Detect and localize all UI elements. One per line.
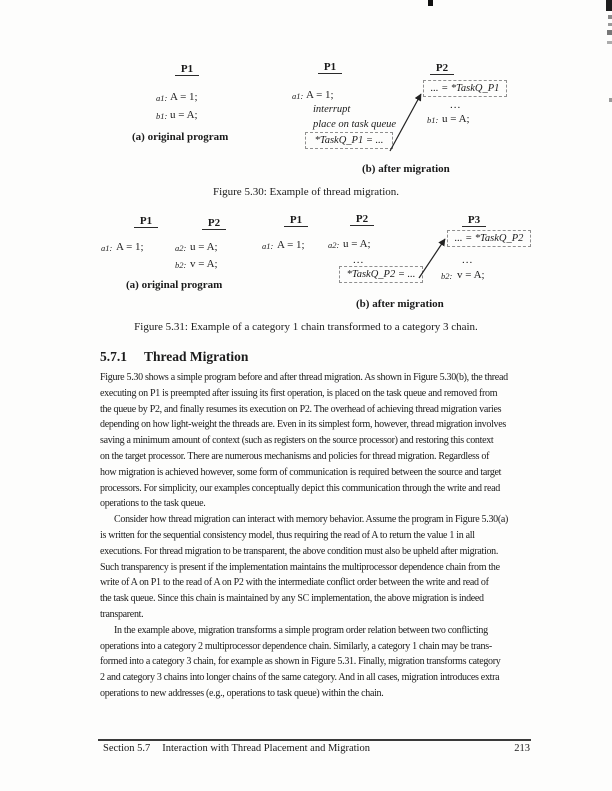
body-line: Figure 5.30 shows a simple program before and after thread migration. As shown in Figure 5.30(b), the thread <box>100 372 508 383</box>
body-line: write of A on P1 to the read of A on P2 with the intermediate conflict order between the write and read of <box>100 577 489 589</box>
scan-artifact-edge <box>608 23 612 26</box>
body-line: how migration is achieved however, some form of communication is required between the source and target <box>100 466 502 478</box>
fig530b-p2-header: P2 <box>430 62 454 75</box>
fig530b-a1-label: a1: <box>292 91 304 101</box>
body-line: In the example above, migration transforms a simple program order relation between two conflicting <box>114 624 488 636</box>
fig530b-a1-code: A = 1; <box>306 89 334 101</box>
body-line: saving a minimum amount of context (such as registers on the source processor) and restoring this context <box>100 435 494 447</box>
fig531b-taskq-read-box: ... = *TaskQ_P2 <box>447 230 531 247</box>
scan-artifact-edge <box>607 30 612 35</box>
fig531a-a2-code: u = A; <box>190 241 218 253</box>
figure-5-30-caption: Figure 5.30: Example of thread migration. <box>212 186 400 198</box>
scan-artifact-top <box>428 0 433 6</box>
body-line: executing on P1 is preempted after issuing its first operation, is placed on the task queue and removed from <box>100 387 498 399</box>
fig531b-b2-label: b2: <box>441 271 453 281</box>
fig531b-a2-label: a2: <box>328 240 340 250</box>
section-number: 5.7.1 <box>100 349 127 364</box>
fig531b-a1-code: A = 1; <box>277 239 305 251</box>
section-title: Thread Migration <box>144 349 249 364</box>
fig531b-caption: (b) after migration <box>356 298 444 310</box>
section-heading <box>100 349 248 365</box>
fig530b-taskq-read-box: ... = *TaskQ_P1 <box>423 80 507 97</box>
fig531b-a2-code: u = A; <box>343 238 371 250</box>
fig530b-ellipsis: ... <box>450 99 462 111</box>
body-line: depending on how light-weight the threads are. Even in its simplest form, however, thread migration involves <box>100 419 506 431</box>
body-line: processors. For simplicity, our examples conceptually depict this communication through the write and read <box>100 482 500 494</box>
fig530a-a1-label: a1: <box>156 93 168 103</box>
fig530a-b1-label: b1: <box>156 111 168 121</box>
fig531b-p3-ellipsis: ... <box>462 254 474 266</box>
body-line: operations into a category 2 multiprocessor dependence chain. Similarly, a category 1 chain may be trans- <box>100 640 492 652</box>
fig531a-a1-label: a1: <box>101 243 113 253</box>
migration-arrow <box>414 230 454 284</box>
body-line: the task queue. Since this chain is maintained by any SC implementation, the above migration is indeed <box>100 593 484 605</box>
scan-artifact-edge <box>606 0 612 11</box>
body-line: on the target processor. There are numerous mechanisms and policies for thread migration. Regardless of <box>100 450 490 462</box>
body-line: 2 and category 3 chains into longer chains of the same category. And in all cases, migration introduces extra <box>100 672 500 684</box>
fig530a-caption: (a) original program <box>132 131 229 143</box>
fig530b-b1-code: u = A; <box>442 113 470 125</box>
fig530b-b1-label: b1: <box>427 115 439 125</box>
body-line: operations to the task queue. <box>100 498 206 510</box>
body-line: executions. For thread migration to be transparent, the above condition must also be upheld after migration. <box>100 545 499 557</box>
fig531a-b2-label: b2: <box>175 260 187 270</box>
scan-artifact-edge <box>607 41 612 44</box>
fig531a-a1-code: A = 1; <box>116 241 144 253</box>
fig530b-taskq-write-box: *TaskQ_P1 = ... <box>305 132 393 149</box>
body-line: transparent. <box>100 608 144 620</box>
fig531b-b2-code: v = A; <box>457 269 485 281</box>
migration-arrow <box>384 84 428 158</box>
fig530b-p1-header: P1 <box>318 61 342 74</box>
fig530a-b1-code: u = A; <box>170 109 198 121</box>
body-line: the queue by P2, and finally resumes its execution on P2. The overhead of achieving thread migration varies <box>100 403 502 415</box>
footer-section <box>103 743 370 754</box>
body-line: Consider how thread migration can interact with memory behavior. Assume the program in Figure 5.30(a) <box>114 514 509 526</box>
footer-rule <box>98 739 531 741</box>
fig531b-p3-header: P3 <box>462 214 486 227</box>
fig530b-interrupt-note: interrupt <box>313 104 351 115</box>
fig531a-b2-code: v = A; <box>190 258 218 270</box>
fig531a-caption: (a) original program <box>126 279 223 291</box>
body-text <box>100 370 524 702</box>
figure-5-31-caption: Figure 5.31: Example of a category 1 chain transformed to a category 3 chain. <box>134 321 478 333</box>
body-line: formed into a category 3 chain, for example as shown in Figure 5.31. Finally, migration transforms category <box>100 656 501 668</box>
fig530a-a1-code: A = 1; <box>170 91 198 103</box>
body-line: is written for the sequential consistency model, thus requiring the read of A to return the value 1 in all <box>100 529 475 541</box>
fig531a-a2-label: a2: <box>175 243 187 253</box>
fig530b-caption: (b) after migration <box>362 163 450 175</box>
fig531b-p1-header: P1 <box>284 214 308 227</box>
scan-artifact-edge <box>608 15 612 19</box>
fig531b-a1-label: a1: <box>262 241 274 251</box>
footer-section-label: Section 5.7 <box>103 743 151 754</box>
footer-section-title: Interaction with Thread Placement and Migration <box>162 743 370 754</box>
fig531b-p2-header: P2 <box>350 213 374 226</box>
fig531a-p2-header: P2 <box>202 217 226 230</box>
footer-page-number: 213 <box>514 743 530 754</box>
fig531a-p1-header: P1 <box>134 215 158 228</box>
fig531b-p2-ellipsis: ... <box>353 254 365 266</box>
body-line: operations to new addresses (e.g., operations to task queue) within the chain. <box>100 687 384 699</box>
fig530a-p1-header: P1 <box>175 63 199 76</box>
fig531b-taskq-write-box: *TaskQ_P2 = ... <box>339 266 423 283</box>
body-line: Such transparency is present if the implementation maintains the multiprocessor dependence chain from the <box>100 561 500 573</box>
fig530b-place-note: place on task queue <box>313 119 397 130</box>
